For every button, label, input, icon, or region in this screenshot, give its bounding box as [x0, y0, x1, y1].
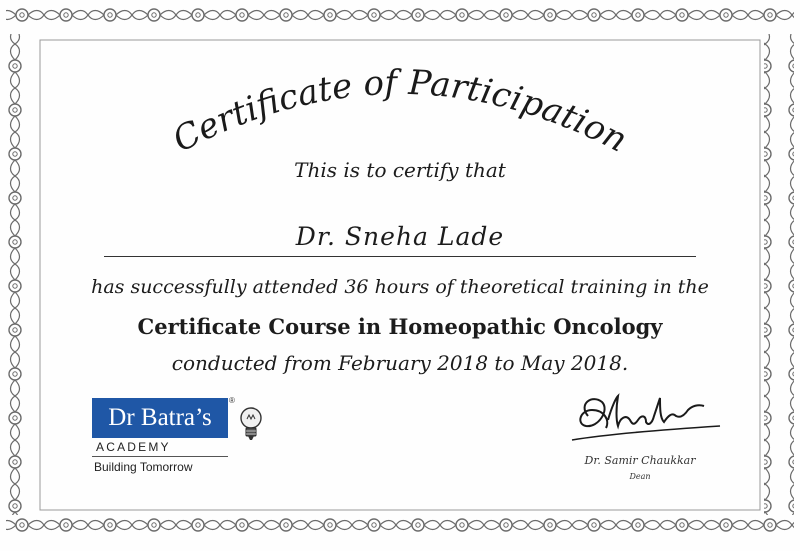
logo-name: Dr Batra’s — [108, 404, 212, 431]
certify-line: This is to certify that — [294, 158, 506, 182]
svg-text:Certificate of Participation: Certificate of Participation — [166, 62, 634, 161]
logo-subtitle: ACADEMY — [96, 440, 171, 454]
certificate-title — [150, 62, 650, 172]
name-underline — [104, 256, 696, 257]
signatory-name: Dr. Samir Chaukkar — [584, 454, 696, 467]
conducted-dates: conducted from February 2018 to May 2018. — [171, 351, 629, 375]
training-statement: has successfully attended 36 hours of theoretical training in the — [91, 276, 709, 298]
lightbulb-icon — [236, 404, 266, 444]
logo-tagline: Building Tomorrow — [94, 460, 193, 474]
registered-mark: ® — [229, 396, 235, 405]
academy-logo — [92, 398, 282, 484]
logo-divider — [92, 456, 228, 457]
signature — [558, 376, 728, 454]
recipient-name: Dr. Sneha Lade — [295, 222, 505, 251]
course-name: Certificate Course in Homeopathic Oncology — [137, 314, 663, 339]
signatory-role: Dean — [629, 472, 651, 481]
